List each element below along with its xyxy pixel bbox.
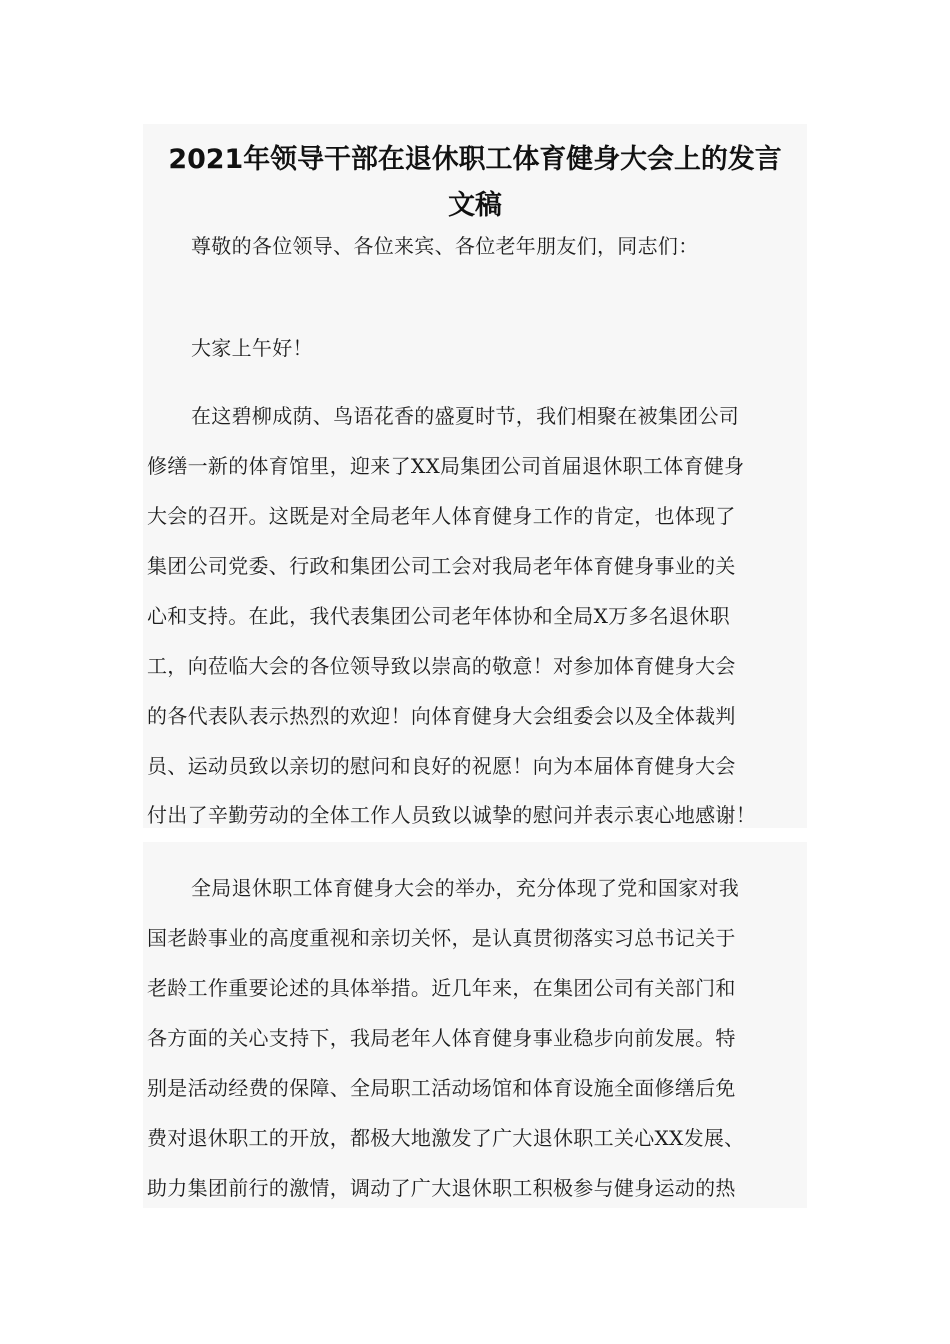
paragraph-line: 付出了辛勤劳动的全体工作人员致以诚挚的慰问并表示衷心地感谢！: [147, 803, 756, 827]
greeting: 大家上午好！: [191, 336, 313, 360]
paragraph-line: 的各代表队表示热烈的欢迎！向体育健身大会组委会以及全体裁判: [147, 704, 736, 728]
paragraph-line: 修缮一新的体育馆里，迎来了XX局集团公司首届退休职工体育健身: [147, 454, 745, 478]
paragraph-line: 各方面的关心支持下，我局老年人体育健身事业稳步向前发展。特: [147, 1026, 736, 1050]
salutation: 尊敬的各位领导、各位来宾、各位老年朋友们，同志们：: [191, 234, 699, 258]
paragraph-line: 大会的召开。这既是对全局老年人体育健身工作的肯定，也体现了: [147, 504, 736, 528]
paragraph-line: 助力集团前行的激情，调动了广大退休职工积极参与健身运动的热: [147, 1176, 736, 1200]
paragraph-line: 员、运动员致以亲切的慰问和良好的祝愿！向为本届体育健身大会: [147, 754, 736, 778]
paragraph-line: 别是活动经费的保障、全局职工活动场馆和体育设施全面修缮后免: [147, 1076, 736, 1100]
paragraph-line: 国老龄事业的高度重视和亲切关怀，是认真贯彻落实习总书记关于: [147, 926, 736, 950]
paragraph-line: 在这碧柳成荫、鸟语花香的盛夏时节，我们相聚在被集团公司: [191, 404, 740, 428]
document-title-line-2: 文稿: [448, 190, 502, 221]
paragraph-line: 费对退休职工的开放，都极大地激发了广大退休职工关心XX发展、: [147, 1126, 745, 1150]
document-title-line-1: 2021年领导干部在退休职工体育健身大会上的发言: [168, 144, 782, 175]
paragraph-line: 老龄工作重要论述的具体举措。近几年来，在集团公司有关部门和: [147, 976, 736, 1000]
paragraph-line: 全局退休职工体育健身大会的举办，充分体现了党和国家对我: [191, 876, 740, 900]
paragraph-line: 工，向莅临大会的各位领导致以崇高的敬意！对参加体育健身大会: [147, 654, 736, 678]
paragraph-line: 集团公司党委、行政和集团公司工会对我局老年体育健身事业的关: [147, 554, 736, 578]
paragraph-line: 心和支持。在此，我代表集团公司老年体协和全局X万多名退休职: [147, 604, 730, 628]
